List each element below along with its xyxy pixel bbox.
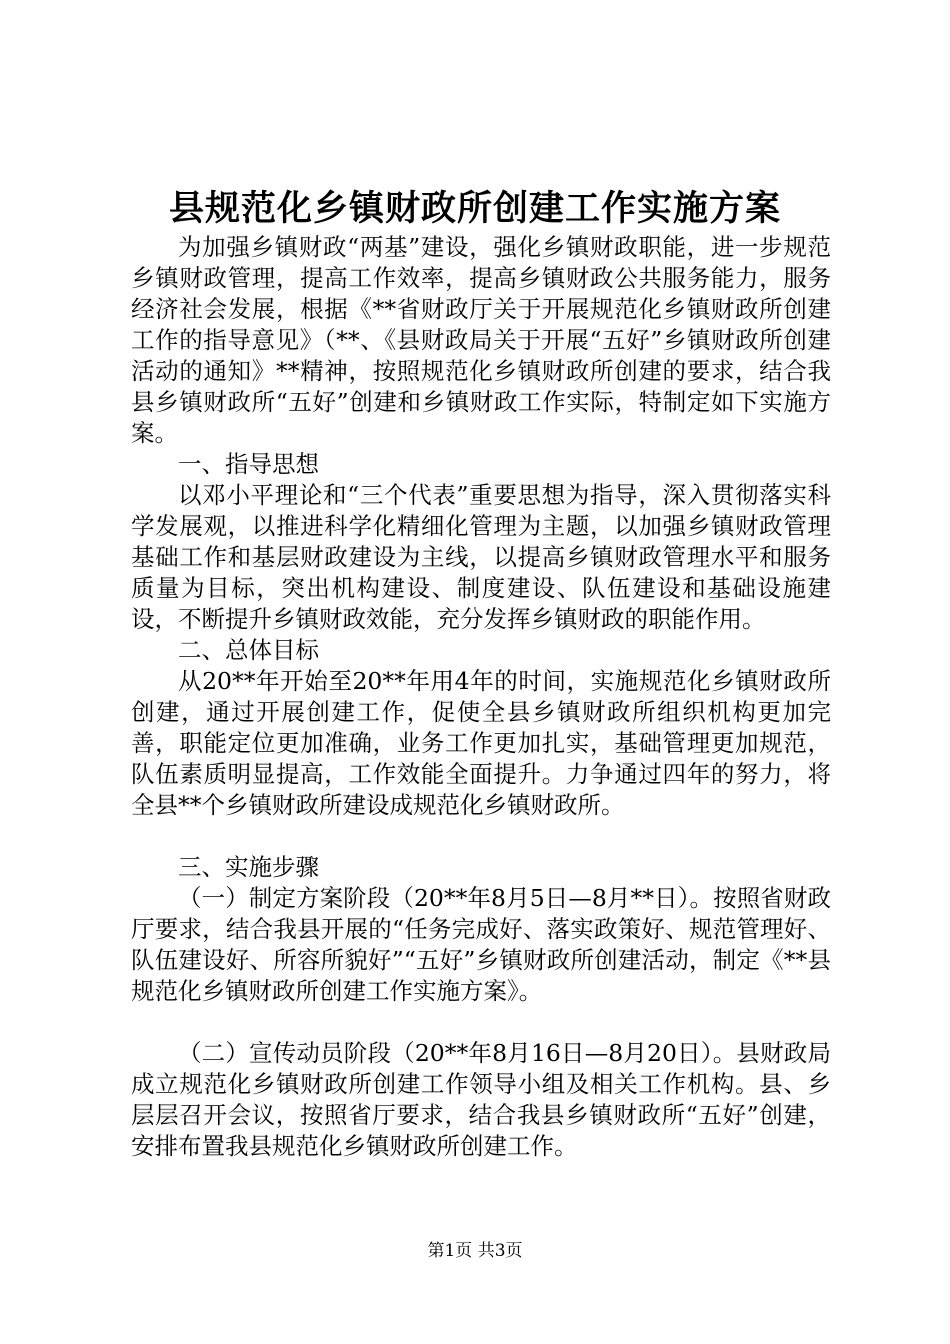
section-heading-overall-goal: 二、总体目标 — [178, 636, 319, 664]
step-two-paragraph: （二）宣传动员阶段（20**年8月16日—8月20日）。县财政局成立规范化乡镇财政所创建工作领导小组及相关工作机构。县、乡层层召开会议，按照省厅要求，结合我县乡镇财政所“五好”创建，安排布置我县规范化乡镇财政所创建工作。 — [131, 1039, 831, 1160]
step-one-paragraph: （一）制定方案阶段（20**年8月5日—8月**日）。按照省财政厅要求，结合我县开展的“任务完成好、落实政策好、规范管理好、队伍建设好、所容所貌好”“五好”乡镇财政所创建活动，制定《**县规范化乡镇财政所创建工作实施方案》。 — [131, 884, 831, 1005]
section-heading-guiding-ideology: 一、指导思想 — [178, 450, 319, 478]
document-body — [131, 232, 831, 1162]
guiding-ideology-paragraph: 以邓小平理论和“三个代表”重要思想为指导，深入贯彻落实科学发展观，以推进科学化精细化管理为主题，以加强乡镇财政管理基础工作和基层财政建设为主线，以提高乡镇财政管理水平和服务质量为目标，突出机构建设、制度建设、队伍建设和基础设施建设，不断提升乡镇财政效能，充分发挥乡镇财政的职能作用。 — [131, 481, 831, 633]
overall-goal-paragraph: 从20**年开始至20**年用4年的时间，实施规范化乡镇财政所创建，通过开展创建工作，促使全县乡镇财政所组织机构更加完善，职能定位更加准确，业务工作更加扎实，基础管理更加规范，队伍素质明显提高，工作效能全面提升。力争通过四年的努力，将全县**个乡镇财政所建设成规范化乡镇财政所。 — [131, 667, 831, 819]
document-title: 县规范化乡镇财政所创建工作实施方案 — [168, 188, 781, 229]
section-heading-implementation-steps: 三、实施步骤 — [178, 853, 319, 881]
intro-paragraph: 为加强乡镇财政“两基”建设，强化乡镇财政职能，进一步规范乡镇财政管理，提高工作效率，提高乡镇财政公共服务能力，服务经济社会发展，根据《**省财政厅关于开展规范化乡镇财政所创建工作的指导意见》（**、《县财政局关于开展“五好”乡镇财政所创建活动的通知》**精神，按照规范化乡镇财政所创建的要求，结合我县乡镇财政所“五好”创建和乡镇财政工作实际，特制定如下实施方案。 — [131, 233, 831, 447]
page-number-footer: 第1页 共3页 — [427, 1241, 523, 1261]
